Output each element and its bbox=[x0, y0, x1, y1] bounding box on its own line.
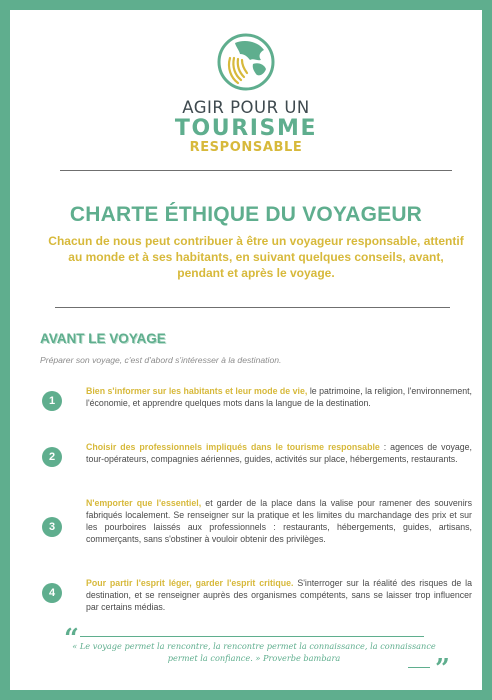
brand-line-3: RESPONSABLE bbox=[189, 139, 303, 155]
proverb-quote bbox=[62, 624, 450, 684]
advice-text bbox=[86, 577, 472, 613]
brand-logo bbox=[10, 30, 482, 154]
advice-highlight: Pour partir l'esprit léger, garder l'esprit critique. bbox=[86, 578, 294, 588]
advice-text bbox=[86, 441, 472, 465]
section-title: AVANT LE VOYAGE bbox=[40, 331, 166, 346]
advice-highlight: Choisir des professionnels impliqués dans le tourisme responsable bbox=[86, 442, 380, 452]
advice-body: le patrimoine, la religion, l'environnement, l'économie, et apprendre quelques mots dans la langue de la destination. bbox=[86, 386, 472, 408]
page-subtitle: Chacun de nous peut contribuer à être un voyageur responsable, attentif au monde et à ses habitants, en suivant quelques conseils, avant, pendant et après le voyage. bbox=[48, 234, 464, 280]
number-badge: 1 bbox=[42, 391, 62, 411]
advice-text bbox=[86, 497, 472, 545]
quote-text: « Le voyage permet la rencontre, la rencontre permet la connaissance, la connaissance permet la confiance. » Proverbe bambara bbox=[72, 641, 436, 663]
globe-icon bbox=[214, 30, 278, 94]
brand-line-1: AGIR POUR UN bbox=[182, 98, 310, 117]
number-badge: 2 bbox=[42, 447, 62, 467]
section-subtitle: Préparer son voyage, c'est d'abord s'intéresser à la destination. bbox=[40, 355, 282, 365]
close-quote-icon: ” bbox=[435, 654, 450, 684]
brand-line-2: TOURISME bbox=[174, 115, 318, 141]
advice-body: S'interroger sur la réalité des risques de la destination, et se renseigner auprès des organismes compétents, sans se laisser trop influencer par certains médias. bbox=[86, 578, 472, 612]
page-title: CHARTE ÉTHIQUE DU VOYAGEUR bbox=[69, 203, 423, 226]
advice-highlight: N'emporter que l'essentiel, bbox=[86, 498, 202, 508]
advice-body: : agences de voyage, tour-opérateurs, compagnies aériennes, guides, activités sur place, hébergements, restaurants. bbox=[86, 442, 472, 464]
open-quote-icon: “ bbox=[64, 624, 79, 654]
quote-line-top bbox=[80, 636, 424, 637]
quote-line-bottom bbox=[408, 667, 430, 668]
number-badge: 3 bbox=[42, 517, 62, 537]
number-badge: 4 bbox=[42, 583, 62, 603]
divider-middle bbox=[55, 307, 450, 308]
divider-top bbox=[60, 170, 452, 171]
advice-text bbox=[86, 385, 472, 409]
advice-body: et garder de la place dans la valise pour ramener des souvenirs fabriqués localement. Se renseigner sur la pratique et les limites du marchandage des prix et sur les pourboires laissés aux professionnels : restaurants, hébergements, guides, artisans, commerçants, sans s'obstiner à vouloir obtenir des privilèges. bbox=[86, 498, 472, 544]
advice-highlight: Bien s'informer sur les habitants et leur mode de vie, bbox=[86, 386, 308, 396]
